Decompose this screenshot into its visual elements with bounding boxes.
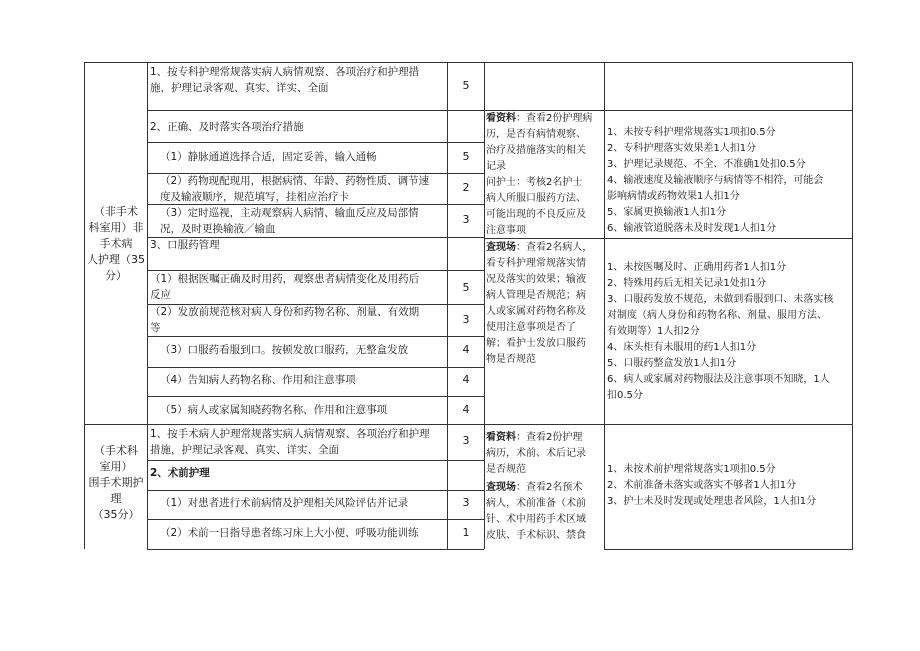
column-divider xyxy=(604,62,605,549)
criteria-item: 3、口服药管理 xyxy=(150,239,220,251)
method-text: ：查看2名预术 病人，术前准备（术前 针、术中用药手术区域 皮肤、手术标识、禁食 xyxy=(486,482,586,541)
deduction-rules: 1、未按术前护理常规落实1项扣0.5分 2、术前准备未落实或落实不够者1人扣1分 3、护士未及时发现或处理患者风险，1人扣1分 xyxy=(607,464,817,507)
method-label: 查现场 xyxy=(486,242,516,253)
check-method xyxy=(486,430,604,478)
category-line: （35分） xyxy=(92,508,140,521)
score: 4 xyxy=(462,373,470,386)
score: 3 xyxy=(462,313,470,326)
score: 3 xyxy=(462,213,470,226)
criteria-item: 1、按专科护理常规落实病人病情观察、各项治疗和护理措 施，护理记录客观、真实、详实、全面 xyxy=(150,66,420,94)
row-divider xyxy=(147,270,484,271)
score: 2 xyxy=(462,181,470,194)
check-method xyxy=(486,480,604,544)
category-line: 围手术期护 xyxy=(88,476,144,489)
row-divider xyxy=(604,549,853,550)
method-label: 看资料 xyxy=(486,432,516,443)
category-line: 室用） xyxy=(99,460,133,473)
category-line: （非手术 xyxy=(94,205,138,218)
method-text: ：查看2份护理病 历，是否有病情观察、 治疗及措施落实的相关 记录 问护士：考核2名护士 病人所服口服药方法、 可能出现的不良反应及 注意事项 xyxy=(486,113,593,236)
criteria-item: 2、术前护理 xyxy=(150,467,210,479)
method-text: ：查看2名病人， 看专科护理常规落实情 况及落实的效果；输液 病人管理是否规范；病 人或家属对药物名称及 使用注意事项是否了 解；看护士发放口服药 物是否规范 xyxy=(486,242,593,365)
row-divider xyxy=(147,336,484,337)
category-line: 人护理（35 xyxy=(87,253,145,266)
row-divider xyxy=(147,110,484,111)
row-divider xyxy=(147,519,484,520)
category-line: （手术科 xyxy=(94,444,138,457)
method-text: ：查看2份护理 病历，术前、术后记录 是否规范 xyxy=(486,432,586,475)
criteria-item: （4）告知病人药物名称、作用和注意事项 xyxy=(160,374,356,386)
row-divider xyxy=(147,396,484,397)
category-line: 分） xyxy=(105,269,127,282)
section-divider xyxy=(84,424,853,425)
score: 4 xyxy=(462,343,470,356)
row-divider xyxy=(147,142,484,143)
category-line: 手术病 xyxy=(99,237,133,250)
check-method xyxy=(486,111,604,239)
score: 3 xyxy=(462,496,470,509)
score: 1 xyxy=(462,526,470,539)
criteria-item: （1）静脉通道选择合适，固定妥善，输入通畅 xyxy=(160,151,377,163)
criteria-item: 2、正确、及时落实各项治疗措施 xyxy=(150,121,304,133)
score: 5 xyxy=(462,79,470,92)
column-divider xyxy=(484,62,485,549)
score: 5 xyxy=(462,281,470,294)
method-label: 看资料 xyxy=(486,113,516,124)
category-line: 科室用）非 xyxy=(88,221,144,234)
criteria-item: （1）根据医嘱正确及时用药，观察患者病情变化及用药后 反应 xyxy=(150,273,420,301)
criteria-item: （2）药物现配现用，根据病情、年龄、药物性质、调节速 度及输液顺序，规范填写，挂相应治疗卡 xyxy=(160,175,430,203)
method-label: 查现场 xyxy=(486,482,516,493)
criteria-item: （3）口服药看服到口。按顿发放口服药，无整盒发放 xyxy=(160,344,409,356)
deduction-rules: 1、未按专科护理常规落实1项扣0.5分 2、专科护理落实效果差1人扣1分 3、护理记录规范、不全、不准确1处扣0.5分 4、输液速度及输液顺序与病情等不相符，可能会 影响病情或药物效果1人扣1分 5、家属更换输液1人扣1分 6、输液管道脱落未及时发现1人扣1分 xyxy=(607,127,824,234)
score: 3 xyxy=(462,434,470,447)
row-divider xyxy=(147,367,484,368)
table-border-top xyxy=(84,62,853,63)
row-divider xyxy=(147,460,484,461)
criteria-item: （2）发放前规范核对病人身份和药物名称、剂量、有效期 等 xyxy=(150,306,420,334)
score: 5 xyxy=(462,150,470,163)
section2-category xyxy=(85,443,147,523)
column-divider xyxy=(147,62,148,549)
row-divider xyxy=(147,490,484,491)
criteria-item: （5）病人或家属知晓药物名称、作用和注意事项 xyxy=(160,404,388,416)
criteria-item: （3）定时巡视，主动观察病人病情、输血反应及局部情 况，及时更换输液／输血 xyxy=(160,207,419,235)
section1-category xyxy=(85,204,147,284)
row-divider xyxy=(147,549,484,550)
column-divider xyxy=(447,62,448,549)
check-method xyxy=(486,240,604,368)
criteria-item: （2）术前一日指导患者练习床上大小便、呼吸功能训练 xyxy=(160,527,419,539)
score: 4 xyxy=(462,403,470,416)
category-line: 理 xyxy=(110,492,122,505)
criteria-item: 1、按手术病人护理常规落实病人病情观察、各项治疗和护理 措施，护理记录客观、真实、详实、全面 xyxy=(150,428,430,456)
criteria-item: （1）对患者进行术前病情及护理相关风险评估并记录 xyxy=(160,497,409,509)
deduction-rules: 1、未按医嘱及时、正确用药者1人扣1分 2、特殊用药后无相关记录1处扣1分 3、口服药发放不规范，未做到看服到口、未落实核 对制度（病人身份和药物名称、剂量、服用方法、 有效期等）1人扣2分 4、床头柜有未服用的药1人扣1分 5、口服药整盒发放1人扣1分 6、病人或家属对药物服法及注意事项不知晓，1人 扣0.5分 xyxy=(607,262,834,401)
